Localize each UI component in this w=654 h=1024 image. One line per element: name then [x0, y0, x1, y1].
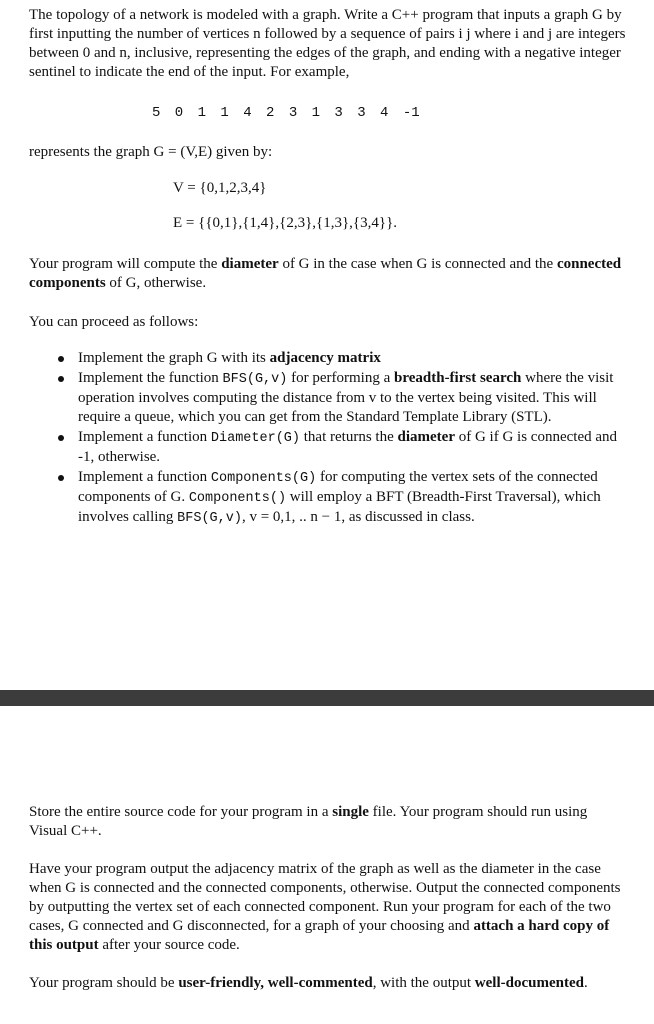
program-text-1: Your program will compute the — [29, 256, 222, 272]
bullet-icon — [58, 475, 64, 481]
friendly-bold-1: user-friendly, well-commented — [178, 975, 373, 991]
b3-text-2: that returns the — [300, 429, 398, 445]
output-bold: attach a hard copy of this output — [29, 918, 610, 953]
program-goal-paragraph — [29, 255, 629, 293]
proceed-text: You can proceed as follows: — [29, 314, 199, 330]
list-item — [58, 428, 618, 467]
b4-code-2: Components() — [188, 491, 287, 506]
program-text-2: of G in the case when G is connected and the — [278, 256, 557, 272]
bullet-icon — [58, 356, 64, 362]
bullet-icon — [58, 376, 64, 382]
b2-code: BFS(G,v) — [222, 372, 288, 387]
friendly-paragraph — [29, 974, 624, 993]
b1-text: Implement the graph G with its — [78, 350, 270, 366]
store-text-2: file. Your program should run using Visual C++. — [29, 804, 588, 839]
b2-text-1: Implement the function — [78, 370, 223, 386]
friendly-text-1: Your program should be — [29, 975, 179, 991]
list-item — [58, 468, 618, 528]
friendly-bold-2: well-documented — [474, 975, 584, 991]
intro-text: The topology of a network is modeled with a graph. Write a C++ program that inputs a graph G by first inputting the number of vertices n followed by a sequence of pairs i j where i and j are integers between 0 and n, inclusive, representing the edges of the graph, and ending with a negative integer sentinel to indicate the end of the input. For example, — [29, 7, 626, 80]
list-item — [58, 369, 618, 427]
output-text-1: Have your program output the adjacency matrix of the graph as well as the diameter in the case when G is connected and the connected components, otherwise. Output the connected components by outputting the vertex set of each connected component. Run your program for each of the two cases, G connected and G disconnected, for a graph of your choosing and — [29, 861, 621, 934]
bullet-icon — [58, 435, 64, 441]
friendly-text-2: , with the output — [372, 975, 475, 991]
program-diameter-bold: diameter — [221, 256, 279, 272]
friendly-text-3: . — [583, 975, 588, 991]
b3-text-1: Implement a function — [78, 429, 211, 445]
steps-list — [58, 349, 618, 529]
example-input-sequence: 5 0 1 1 4 2 3 1 3 3 4 -1 — [152, 105, 420, 121]
list-item — [58, 349, 618, 368]
store-bold: single — [332, 804, 369, 820]
b4-text-4: , v = 0,1, .. n − 1, as discussed in class. — [241, 509, 475, 525]
output-paragraph — [29, 860, 624, 955]
store-text-1: Store the entire source code for your program in a — [29, 804, 333, 820]
program-components-bold: connected components — [29, 256, 622, 291]
b4-text-3: will employ a BFT (Breadth-First Traversal), which involves calling — [78, 489, 601, 525]
vertex-set: V = {0,1,2,3,4} — [173, 180, 267, 196]
b2-text-2: for performing a — [287, 370, 394, 386]
b4-code-3: BFS(G,v) — [177, 511, 242, 526]
output-text-2: after your source code. — [98, 937, 240, 953]
b3-bold: diameter — [397, 429, 455, 445]
page-divider — [0, 690, 654, 706]
represents-text: represents the graph G = (V,E) given by: — [29, 144, 273, 160]
b1-bold: adjacency matrix — [269, 350, 381, 366]
edge-set: E = {{0,1},{1,4},{2,3},{1,3},{3,4}}. — [173, 215, 398, 231]
b2-bold: breadth-first search — [394, 370, 522, 386]
b4-text-2: for computing the vertex sets of the connected components of G. — [78, 469, 598, 505]
b4-text-1: Implement a function — [78, 469, 211, 485]
intro-paragraph — [29, 6, 629, 82]
store-paragraph — [29, 803, 624, 841]
submission-instructions — [29, 803, 624, 1012]
program-text-3: of G, otherwise. — [105, 275, 207, 291]
b3-text-3: of G if G is connected and -1, otherwise. — [78, 429, 618, 465]
b4-code: Components(G) — [210, 471, 317, 486]
b3-code: Diameter(G) — [210, 431, 301, 446]
b2-text-3: where the visit operation involves computing the distance from v to the vertex being visited. This will require a queue, which you can get from the Standard Template Library (STL). — [78, 370, 614, 425]
